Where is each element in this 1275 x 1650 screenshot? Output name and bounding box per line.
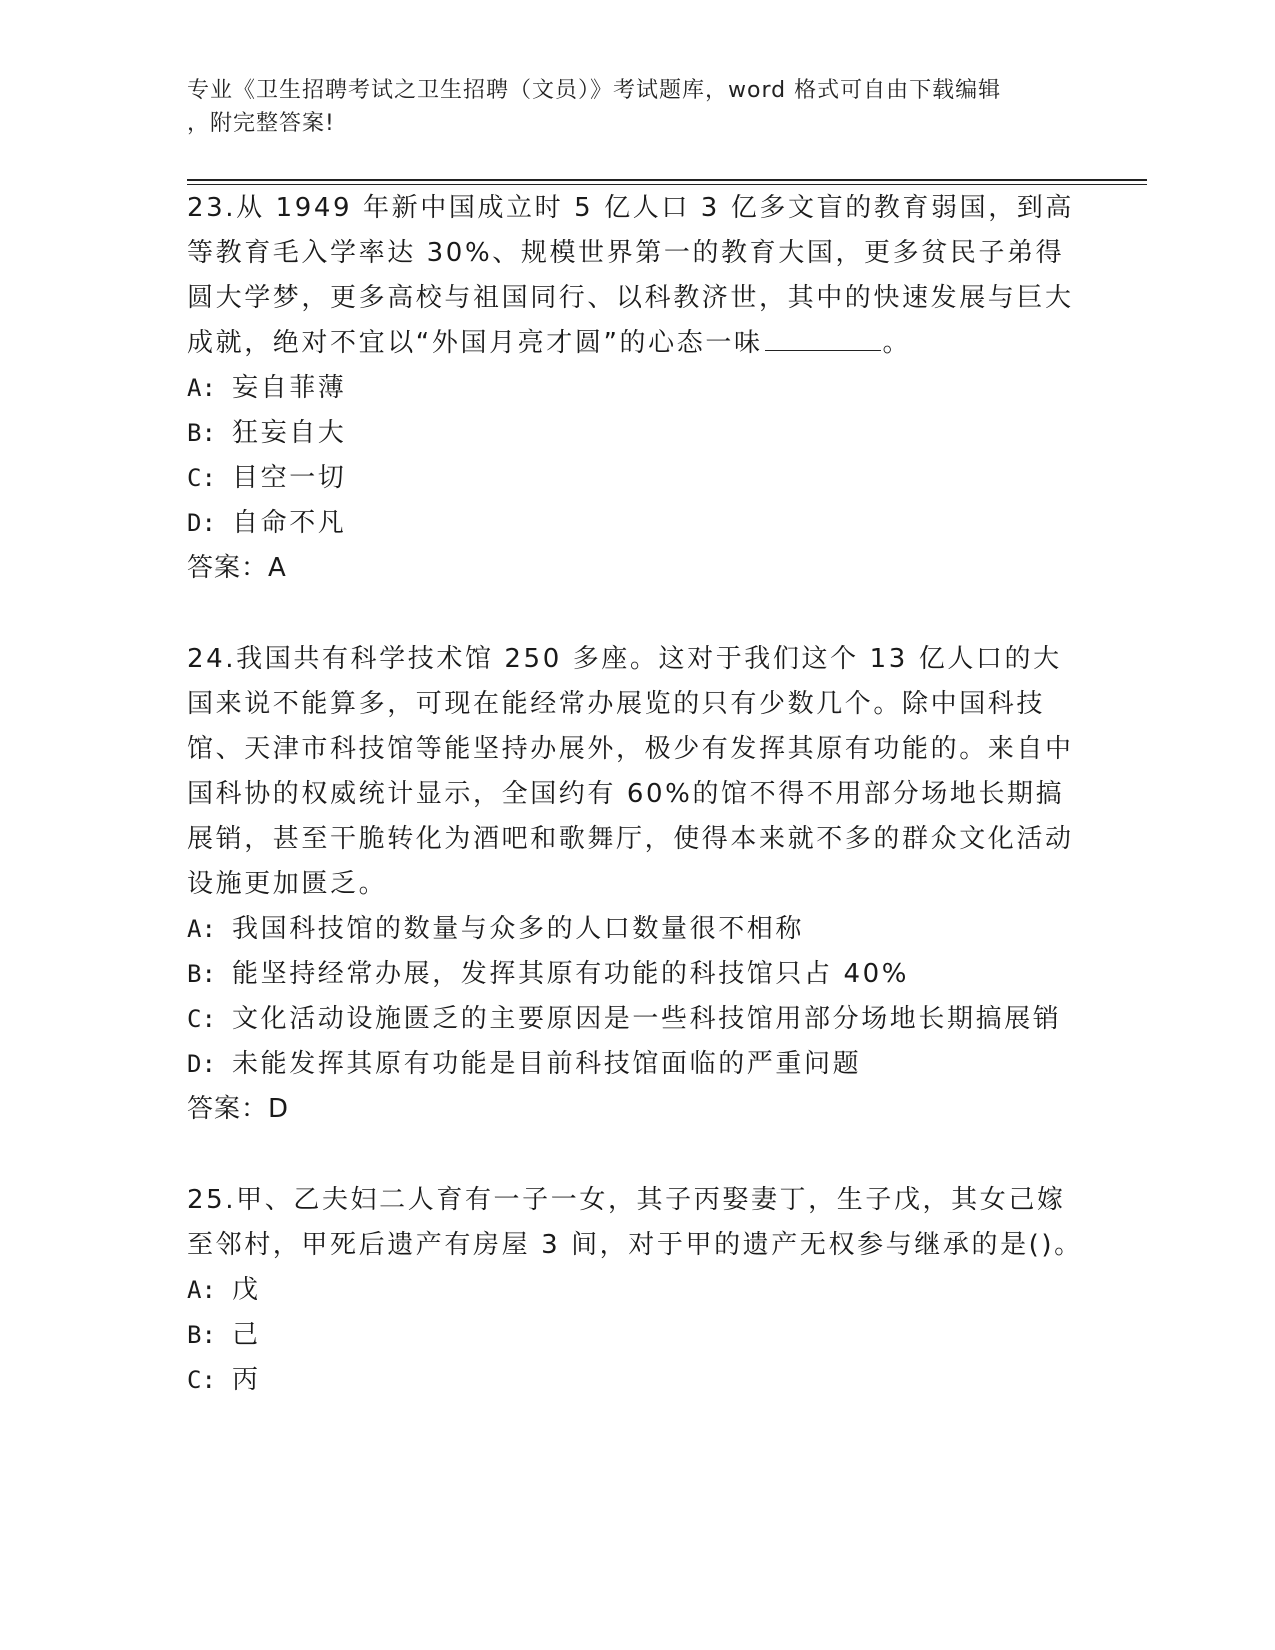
option-key: B: [187,1321,216,1349]
option-key: B: [187,960,216,988]
answer-label: 答案： [187,553,269,583]
option-key: C: [187,464,216,492]
document-header [187,74,1067,140]
option-a [187,1268,1087,1313]
option-a [187,366,1087,411]
option-text: 自命不凡 [232,508,347,538]
header-divider-thin [187,184,1147,185]
option-text: 己 [232,1320,261,1350]
option-key: A: [187,1276,216,1304]
question-stem-end: 。 [882,328,912,358]
option-text: 我国科技馆的数量与众多的人口数量很不相称 [232,914,805,944]
question-spacer [187,1132,1087,1178]
option-text: 能坚持经常办展，发挥其原有功能的科技馆只占 40% [232,959,910,989]
option-text: 目空一切 [232,463,347,493]
answer-line [187,1087,1087,1132]
option-key: B: [187,419,216,447]
option-text: 妄自菲薄 [232,373,347,403]
header-line-1: 专业《卫生招聘考试之卫生招聘（文员）》考试题库，word 格式可自由下载编辑 [187,78,1002,103]
question-stem-text: 23.从 1949 年新中国成立时 5 亿人口 3 亿多文盲的教育弱国，到高等教育毛入学率达 30%、规模世界第一的教育大国，更多贫民子弟得圆大学梦，更多高校与祖国同行、以科教济世，其中的快速发展与巨大成就，绝对不宜以“外国月亮才圆”的心态一味 [187,193,1074,358]
option-text: 狂妄自大 [232,418,347,448]
option-text: 戊 [232,1275,261,1305]
option-b [187,1313,1087,1358]
question-25 [187,1178,1087,1403]
option-d [187,501,1087,546]
option-b [187,411,1087,456]
option-c [187,1358,1087,1403]
option-key: A: [187,915,216,943]
option-key: D: [187,509,216,537]
option-key: C: [187,1366,216,1394]
fill-blank [765,326,881,351]
option-text: 文化活动设施匮乏的主要原因是一些科技馆用部分场地长期搞展销 [232,1004,1062,1034]
option-key: D: [187,1050,216,1078]
option-a [187,907,1087,952]
answer-value: D [268,1094,290,1124]
option-key: C: [187,1005,216,1033]
answer-value: A [268,553,287,583]
question-24 [187,637,1087,1132]
option-c [187,997,1087,1042]
option-d [187,1042,1087,1087]
header-line-2: ，附完整答案! [187,111,335,136]
header-divider-thick [187,179,1147,181]
question-stem: 25.甲、乙夫妇二人育有一子一女，其子丙娶妻丁，生子戊，其女己嫁至邻村，甲死后遗产有房屋 3 间，对于甲的遗产无权参与继承的是()。 [187,1185,1083,1260]
option-text: 丙 [232,1365,261,1395]
option-text: 未能发挥其原有功能是目前科技馆面临的严重问题 [232,1049,862,1079]
question-spacer [187,591,1087,637]
option-b [187,952,1087,997]
option-c [187,456,1087,501]
answer-line [187,546,1087,591]
option-key: A: [187,374,216,402]
question-stem: 24.我国共有科学技术馆 250 多座。这对于我们这个 13 亿人口的大国来说不能算多，可现在能经常办展览的只有少数几个。除中国科技馆、天津市科技馆等能坚持办展外，极少有发挥其原有功能的。来自中国科协的权威统计显示，全国约有 60%的馆不得不用部分场地长期搞展销，甚至干脆转化为酒吧和歌舞厅，使得本来就不多的群众文化活动设施更加匮乏。 [187,644,1074,899]
answer-label: 答案： [187,1094,269,1124]
question-list [187,186,1087,1403]
question-stem [187,186,1087,366]
question-23 [187,186,1087,591]
